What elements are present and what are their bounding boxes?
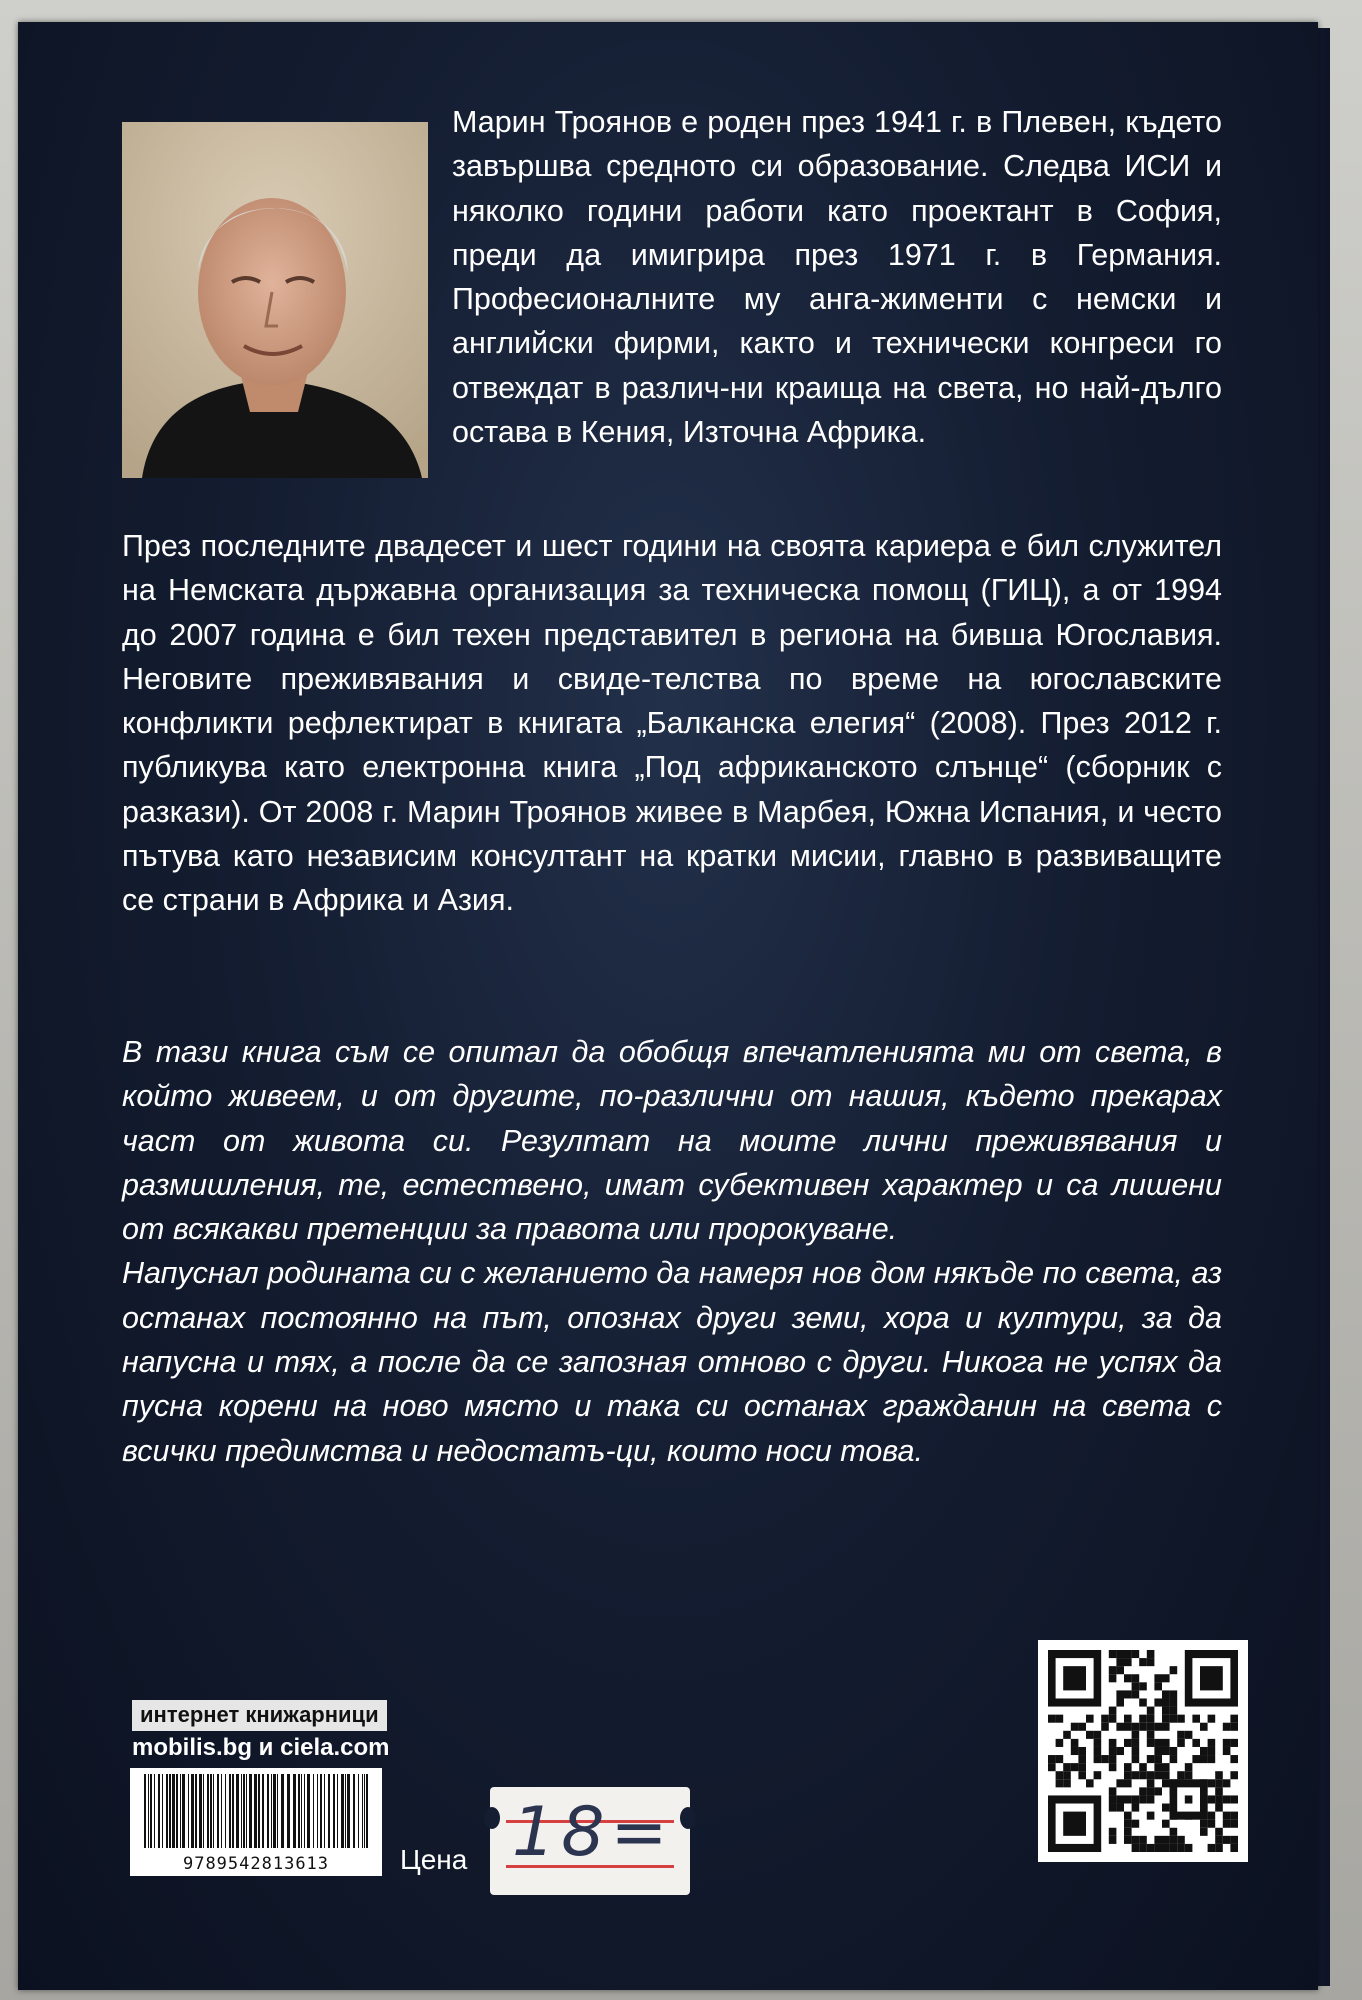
online-shops-sites: mobilis.bg и ciela.com [132, 1734, 390, 1761]
price-label: Цена [400, 1844, 468, 1875]
barcode-bars [130, 1768, 382, 1854]
sticker-notch-right [680, 1807, 696, 1829]
statement-paragraph-1: В тази книга съм се опитал да обобщя впечатленията ми от света, в който живеем, и от другите, по-различни от нашия, където прекарах част от живота си. Резултат на моите лични преживявания и размишления, те, естествено, имат субективен характер и са лишени от всякакви претенции за правота или пророкуване. [122, 1035, 1222, 1247]
barcode [130, 1768, 382, 1876]
qr-code-pattern [1048, 1650, 1238, 1852]
author-bio-main: През последните двадесет и шест години на своята кариера е бил служител на Немската държавна организация за техническа помощ (ГИЦ), а от 1994 до 2007 година е бил техен представител в региона на бивша Югославия. Неговите преживявания и свиде-телства по време на югославските конфликти рефлектират в книгата „Балканска елегия“ (2008). През 2012 г. публикува като електронна книга „Под африканското слънце“ (сборник с разкази). От 2008 г. Марин Троянов живее в Марбея, Южна Испания, и често пътува като независим консултант на кратки мисии, главно в развиващите се страни в Африка и Азия. [122, 529, 1222, 918]
price-sticker [490, 1787, 690, 1895]
author-photo [122, 122, 428, 478]
statement-paragraph-2: Напуснал родината си с желанието да намеря нов дом някъде по света, аз останах постоянно на път, опознах други земи, хора и култури, за да напусна и тях, а после да се запозная отново с други. Никога не успях да пусна корени на ново място и така си останах гражданин на света с всички предимства и недостатъ-ци, които носи това. [122, 1256, 1222, 1468]
isbn-number: 9789542813613 [130, 1854, 382, 1874]
qr-code [1038, 1640, 1248, 1862]
author-statement [122, 1030, 1222, 1473]
sticker-notch-left [484, 1807, 500, 1829]
price-value: 18= [512, 1793, 674, 1872]
online-shops-label: интернет книжарници [132, 1700, 387, 1731]
author-bio-intro: Марин Троянов е роден през 1941 г. в Плевен, където завършва средното си образование. Следва ИСИ и няколко години работи като проектант в София, преди да имигрира през 1971 г. в Германия. Професионалните му анга-жименти с немски и английски фирми, както и технически конгреси го отвеждат в различ-ни краища на света, но най-дълго остава в Кения, Източна Африка. [452, 105, 1222, 450]
